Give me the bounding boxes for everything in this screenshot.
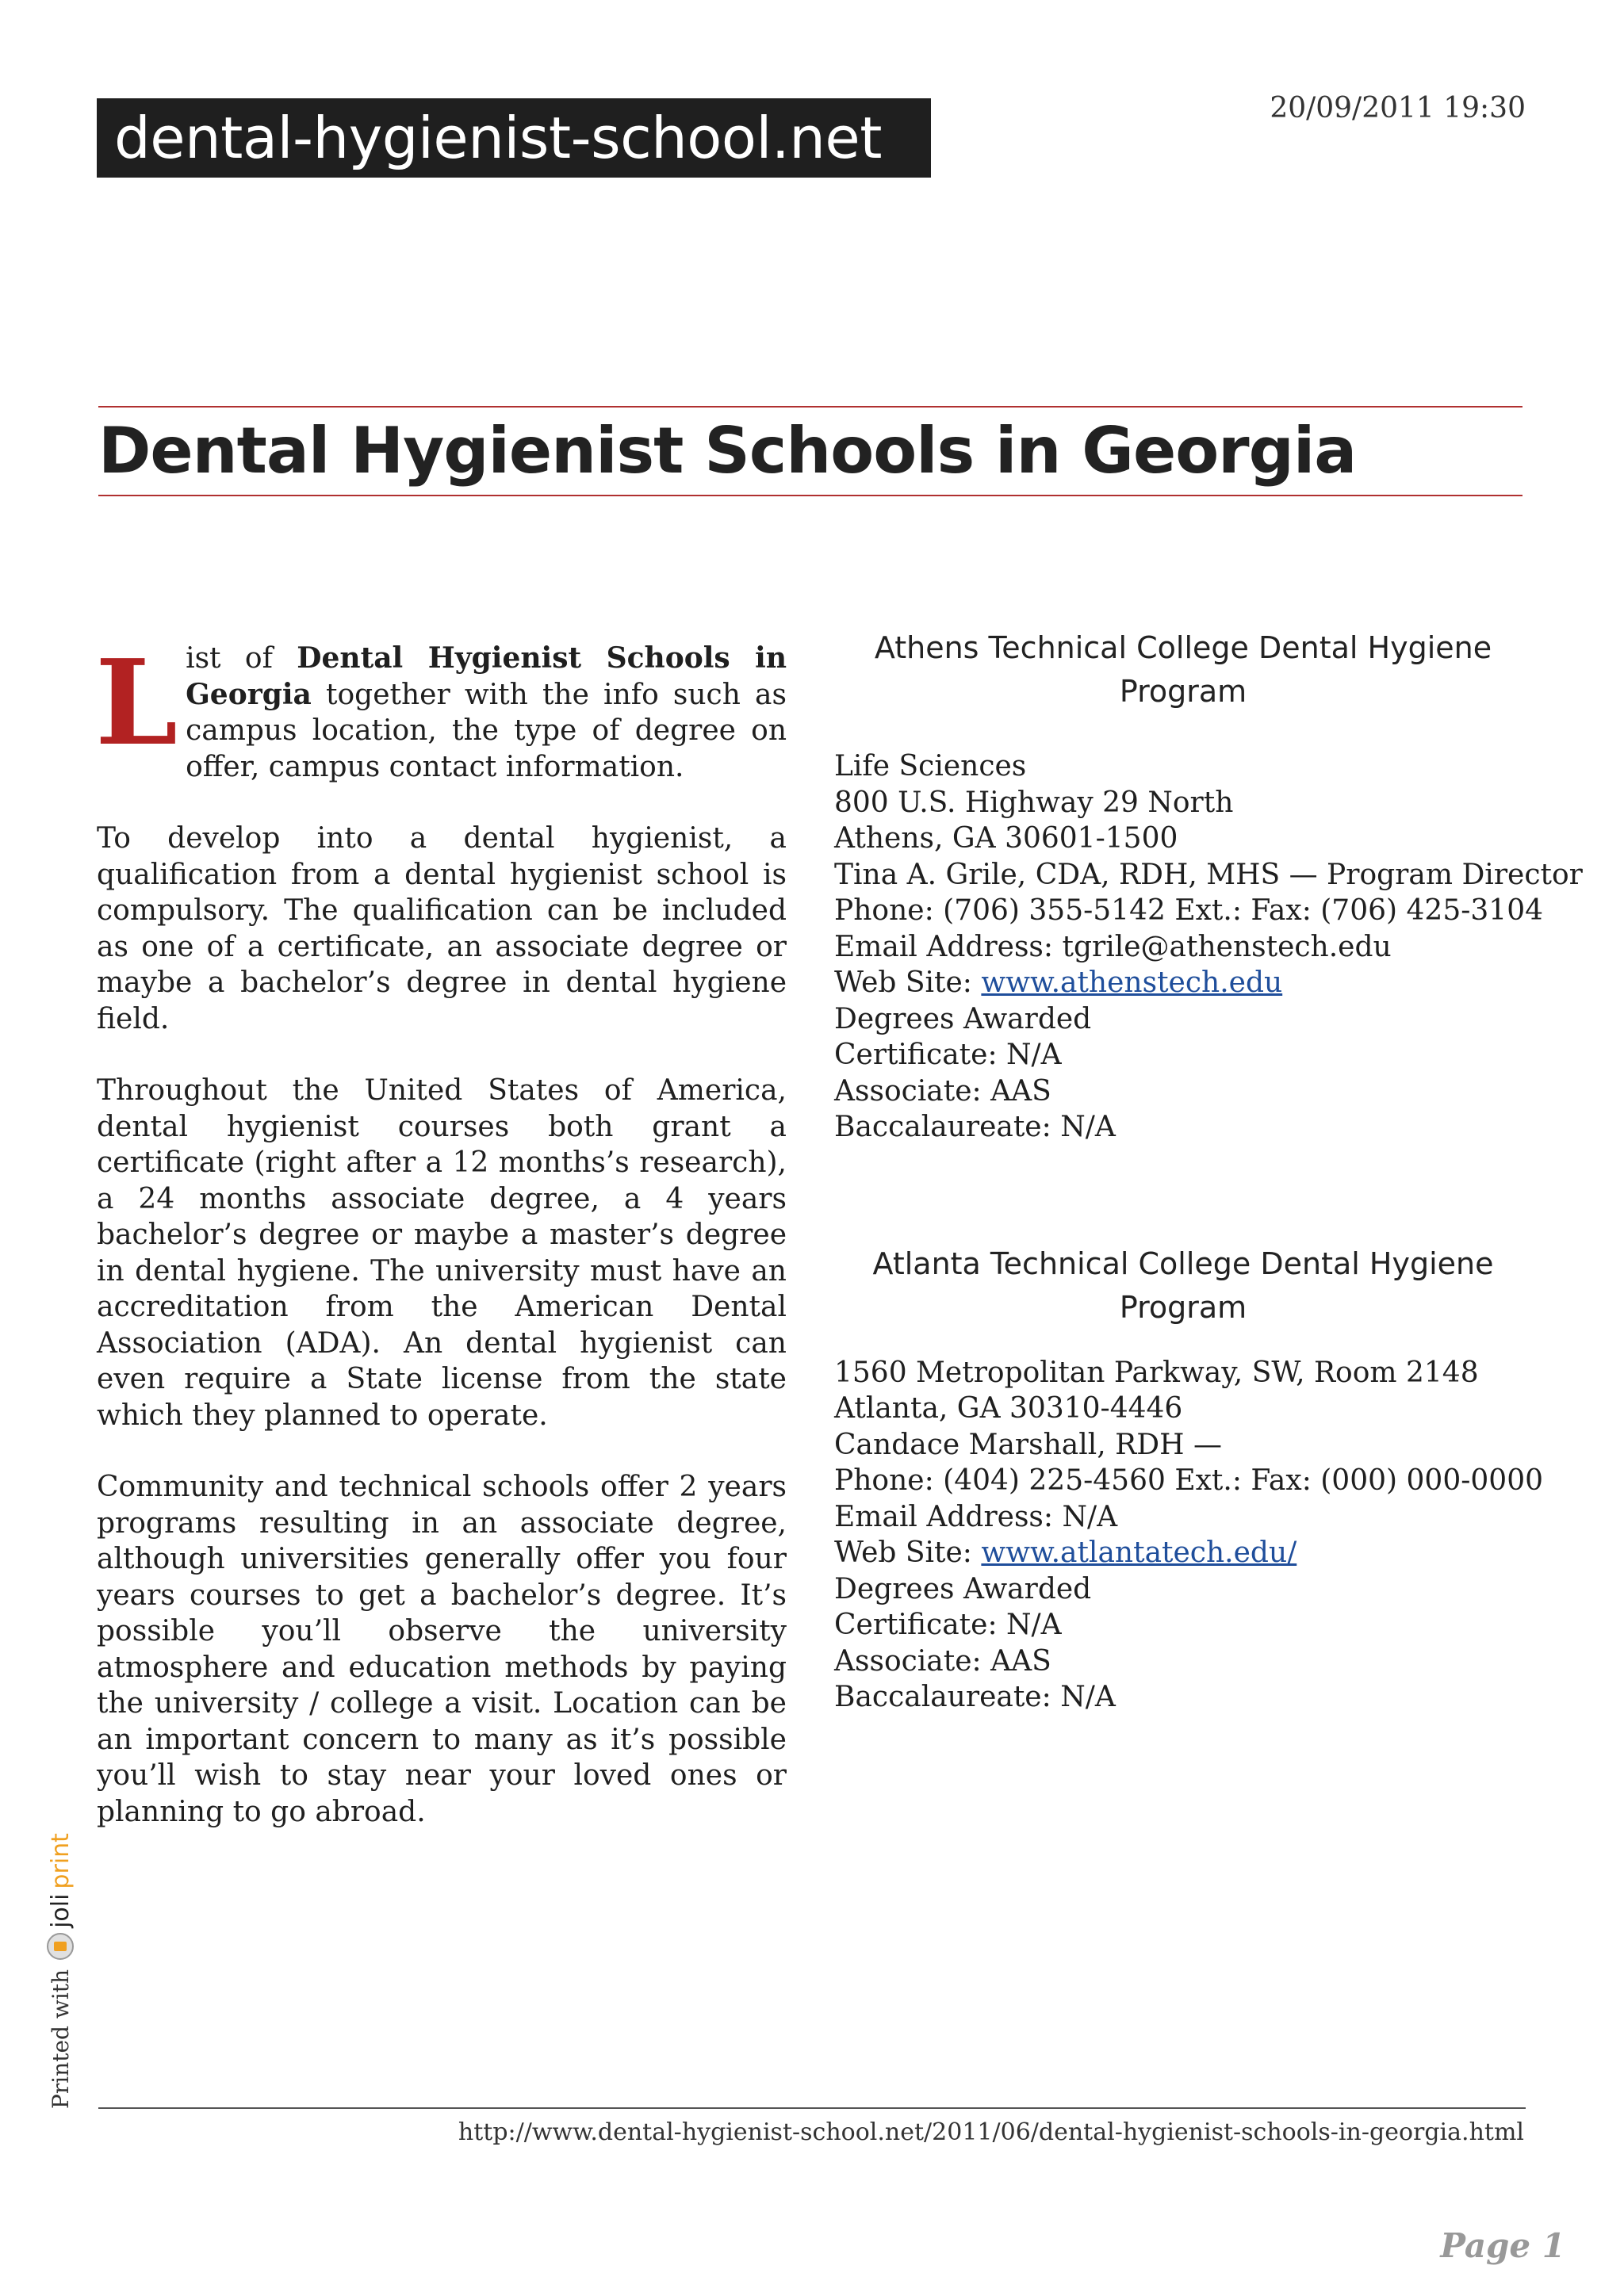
school-card-atlanta (834, 1242, 1544, 1716)
school-phone: Phone: (706) 355-5142 Ext.: Fax: (706) 425-3104 (834, 894, 1544, 927)
school-email: Email Address: N/A (834, 1500, 1118, 1533)
website-link[interactable]: www.athenstech.edu (981, 966, 1283, 999)
degrees-heading: Degrees Awarded (834, 1572, 1092, 1605)
intro-paragraph (95, 633, 787, 785)
print-timestamp: 20/09/2011 19:30 (1270, 92, 1526, 124)
degree-certificate: Certificate: N/A (834, 1039, 1062, 1071)
degree-baccalaureate: Baccalaureate: N/A (834, 1111, 1116, 1143)
website-link[interactable]: www.atlantatech.edu/ (981, 1536, 1297, 1569)
school-contact: Tina A. Grile, CDA, RDH, MHS — Program Director (834, 858, 1583, 891)
school-department: Life Sciences (834, 750, 1027, 783)
body-paragraph: Community and technical schools offer 2 years programs resulting in an associate degree, although universities generally offer you four years courses to get a bachelor’s degree. It’s possible you’ll observe the university atmosphere and education methods by paying the university / college a visit. Location can be an important concern to many as it’s possible you’ll wish to stay near your loved ones or planning to go abroad. (97, 1471, 787, 1828)
article-body (95, 633, 787, 1866)
printer-icon (47, 1933, 74, 1960)
school-contact: Candace Marshall, RDH — (834, 1428, 1222, 1461)
school-listings (834, 626, 1583, 1716)
printed-with-label: Printed with (47, 1969, 74, 2109)
body-paragraph: To develop into a dental hygienist, a qualification from a dental hygienist school is compulsory. The qualification can be included as one of a certificate, an associate degree or maybe a bachelor’s degree in dental hygiene field. (97, 822, 787, 1035)
school-email: Email Address: tgrile@athenstech.edu (834, 930, 1392, 963)
printed-with-credit (44, 1776, 76, 2109)
brand-print: print (46, 1833, 75, 1889)
degree-certificate: Certificate: N/A (834, 1609, 1062, 1641)
school-address-line2: Athens, GA 30601-1500 (834, 822, 1178, 855)
degree-baccalaureate: Baccalaureate: N/A (834, 1681, 1116, 1713)
footer-url[interactable]: http://www.dental-hygienist-school.net/2011/06/dental-hygienist-schools-in-georgia.html (458, 2118, 1524, 2146)
school-title: Athens Technical College Dental Hygiene Program (874, 630, 1492, 709)
body-paragraph: Throughout the United States of America, dental hygienist courses both grant a certificate (right after a 12 months’s research), a 24 months associate degree, a 4 years bachelor’s degree or maybe a master’s degree in dental hygiene. The university must have an accreditation from the American Dental Association (ADA). An dental hygienist can even require a State license from the state which they planned to operate. (97, 1074, 787, 1432)
brand-joli: joli (46, 1893, 75, 1928)
degrees-heading: Degrees Awarded (834, 1002, 1092, 1035)
website-label: Web Site: (834, 966, 982, 999)
joliprint-logo[interactable] (47, 1833, 75, 1960)
school-title: Atlanta Technical College Dental Hygiene Program (872, 1246, 1494, 1325)
degree-associate: Associate: AAS (834, 1644, 1051, 1678)
school-website (834, 965, 1532, 1001)
page-title: Dental Hygienist Schools in Georgia (98, 414, 1357, 488)
website-label: Web Site: (834, 1536, 982, 1569)
school-address-line1: 800 U.S. Highway 29 North (834, 786, 1234, 819)
school-address-line2: Atlanta, GA 30310-4446 (834, 1392, 1183, 1425)
intro-lead: ist of (186, 642, 297, 675)
site-logo[interactable]: dental-hygienist-school.net (97, 98, 931, 178)
footer-rule (98, 2107, 1526, 2109)
title-rule-top (98, 406, 1522, 408)
school-address-line1: 1560 Metropolitan Parkway, SW, Room 2148 (834, 1356, 1479, 1389)
degree-associate: Associate: AAS (834, 1074, 1051, 1108)
intro-rest: together with the info such as campus location, the type of degree on offer, campus contact information. (186, 678, 787, 783)
school-card-athens (834, 626, 1583, 1146)
title-rule-bottom (98, 495, 1522, 496)
page-number: Page 1 (1440, 2226, 1565, 2265)
intro-bold: Dental Hygienist Schools in Georgia (186, 641, 787, 711)
school-website (834, 1535, 1532, 1571)
school-phone: Phone: (404) 225-4560 Ext.: Fax: (000) 000-0000 (834, 1464, 1544, 1497)
dropcap: L (95, 633, 178, 771)
